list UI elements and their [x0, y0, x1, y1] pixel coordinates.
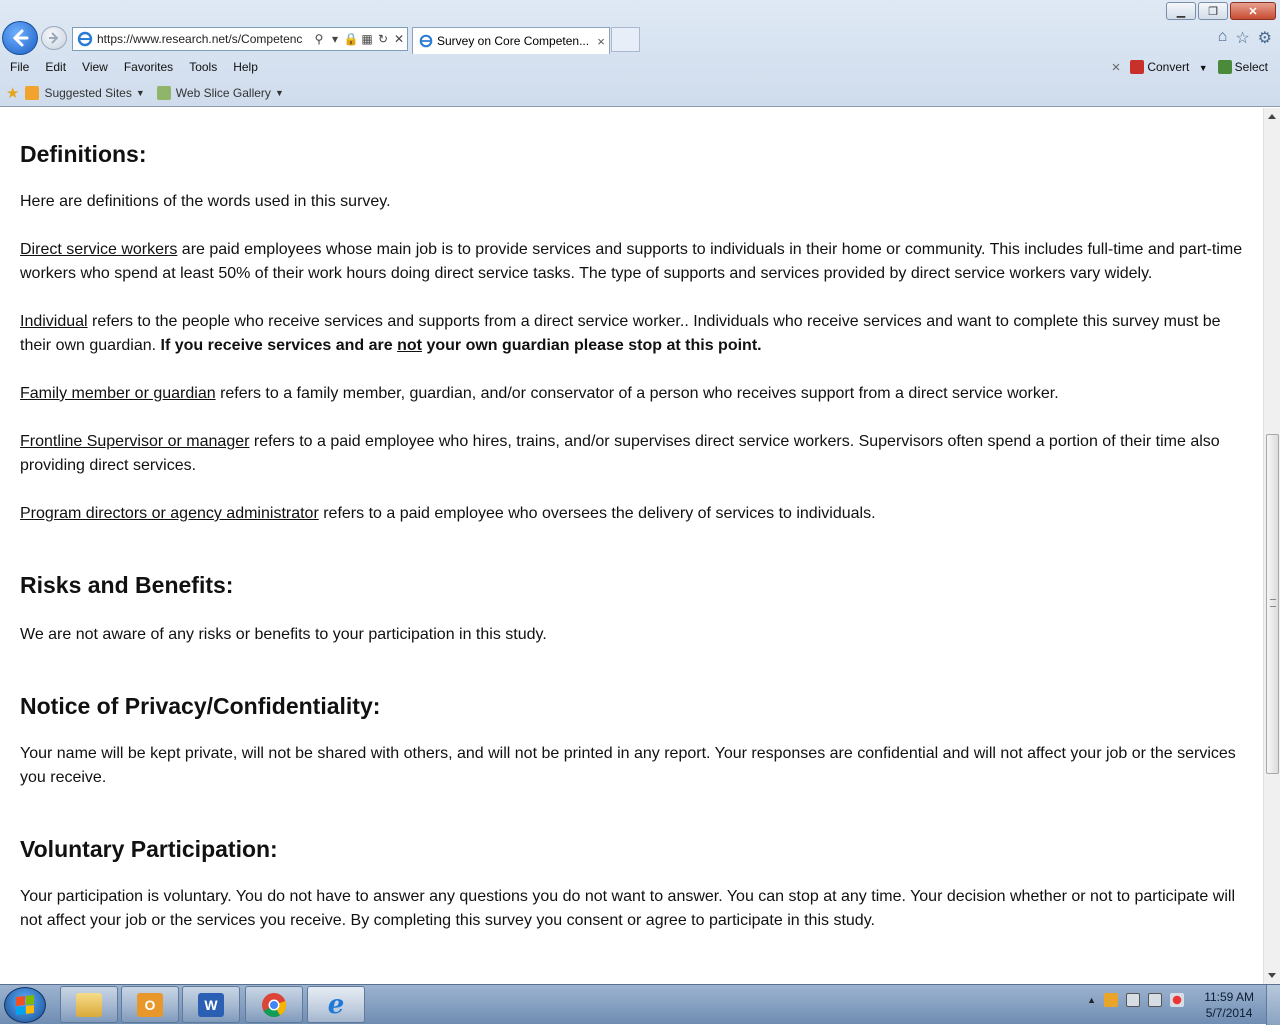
taskbar-ie[interactable] [307, 986, 365, 1023]
favorites-star-icon[interactable]: ☆ [1235, 30, 1250, 47]
start-button[interactable] [4, 987, 46, 1023]
voluntary-heading: Voluntary Participation: [20, 836, 278, 862]
dropdown-icon[interactable]: ▾ [331, 32, 339, 46]
scroll-thumb[interactable] [1266, 434, 1279, 774]
device-tray-icon[interactable] [1126, 993, 1140, 1007]
pdf-toolbar [1112, 56, 1268, 78]
ie-icon: e [327, 989, 345, 1020]
web-slice-gallery-link[interactable] [157, 86, 284, 100]
outlook-icon: O [137, 993, 163, 1017]
chevron-down-icon: ▼ [135, 88, 145, 98]
tab-survey[interactable] [412, 27, 610, 54]
scroll-up-icon[interactable] [1268, 114, 1276, 119]
chrome-icon [261, 992, 287, 1018]
warning-bold-a: If you receive services and are [160, 337, 398, 354]
def-program-directors [20, 502, 1243, 526]
window-controls [1166, 2, 1276, 20]
suggested-sites-link[interactable] [25, 86, 144, 100]
word-icon: W [198, 993, 224, 1017]
favorites-bar [0, 81, 1280, 105]
windows-logo-icon [16, 995, 34, 1015]
volume-muted-icon[interactable] [1170, 993, 1184, 1007]
chevron-down-icon[interactable]: ▼ [1198, 62, 1208, 73]
vertical-scrollbar[interactable] [1263, 108, 1280, 984]
minimize-button[interactable]: ▁ [1166, 2, 1196, 20]
menu-file[interactable]: File [10, 60, 30, 74]
toolbar-close-icon[interactable]: × [1111, 58, 1121, 76]
forward-button[interactable] [41, 26, 67, 50]
def-sup-text: refers to a paid employee who hires, trains, and/or supervises direct service workers. Supervisors often spend a portion of their time also providing direct services. [20, 433, 1220, 474]
outlook-tray-icon[interactable] [1104, 993, 1118, 1007]
suggested-sites-icon [25, 86, 39, 100]
definitions-intro: Here are definitions of the words used in this survey. [20, 193, 391, 210]
term-individual: Individual [20, 313, 88, 330]
close-window-button[interactable]: ✕ [1230, 2, 1276, 20]
ie-page-icon [77, 31, 93, 47]
voluntary-text: Your participation is voluntary. You do not have to answer any questions you do not want to answer. You can stop at any time. Your decision whether or not to participate will not affect your job or the services you receive. By completing this survey you consent or agree to participate in this study. [20, 888, 1235, 929]
address-bar[interactable] [72, 27, 408, 51]
address-url[interactable]: https://www.research.net/s/Competenc [97, 32, 303, 46]
risks-heading: Risks and Benefits: [20, 572, 234, 598]
taskbar [0, 984, 1280, 1024]
folder-icon [76, 993, 102, 1017]
browser-right-icons [1218, 28, 1272, 48]
lock-icon[interactable]: 🔒 [343, 32, 359, 46]
network-icon[interactable] [1148, 993, 1162, 1007]
select-icon [1218, 60, 1232, 74]
stop-icon[interactable]: ✕ [393, 32, 405, 46]
convert-button[interactable] [1130, 60, 1207, 75]
def-fam-text: refers to a family member, guardian, and/or conservator of a person who receives support from a direct service worker. [215, 385, 1059, 402]
def-ind-text: refers to the people who receive services and supports from a direct service worker.. Individuals who receive services and want to complete this survey must be their own guardian. [20, 313, 1221, 354]
scroll-down-icon[interactable] [1268, 973, 1276, 978]
browser-chrome [0, 0, 1280, 107]
menu-tools[interactable]: Tools [189, 60, 218, 74]
gear-icon[interactable]: ⚙ [1257, 30, 1272, 47]
home-icon[interactable]: ⌂ [1217, 28, 1228, 45]
arrow-left-icon [9, 27, 31, 49]
suggested-sites-label: Suggested Sites [44, 86, 132, 100]
arrow-right-icon [46, 30, 62, 46]
search-icon[interactable]: ⚲ [314, 32, 324, 46]
risks-text: We are not aware of any risks or benefits to your participation in this study. [20, 626, 547, 643]
system-clock[interactable] [1204, 989, 1254, 1021]
def-supervisor [20, 430, 1243, 478]
chevron-down-icon: ▼ [274, 88, 284, 98]
favorites-star-icon[interactable]: ★ [6, 85, 20, 102]
menu-edit[interactable]: Edit [45, 60, 67, 74]
privacy-heading: Notice of Privacy/Confidentiality: [20, 693, 381, 719]
warning-bold-b: your own guardian please stop at this point. [422, 337, 762, 354]
def-prog-text: refers to a paid employee who oversees the delivery of services to individuals. [318, 505, 876, 522]
convert-label: Convert [1147, 59, 1190, 74]
address-tab-row [0, 0, 1280, 56]
select-button[interactable] [1218, 60, 1268, 75]
warning-bold-not: not [397, 337, 422, 354]
taskbar-word[interactable] [182, 986, 240, 1023]
menu-favorites[interactable]: Favorites [123, 60, 174, 74]
show-desktop-button[interactable] [1266, 985, 1280, 1025]
tab-title: Survey on Core Competen... [437, 34, 590, 48]
refresh-icon[interactable]: ↻ [377, 32, 389, 46]
page-content [0, 108, 1263, 984]
term-family-member: Family member or guardian [20, 385, 216, 402]
privacy-text: Your name will be kept private, will not be shared with others, and will not be printed in any report. Your responses are confidential and will not affect your job or the services you receive. [20, 745, 1236, 786]
restore-button[interactable]: ❐ [1198, 2, 1228, 20]
pdf-icon [1130, 60, 1144, 74]
menu-help[interactable]: Help [233, 60, 258, 74]
show-hidden-icons-icon[interactable]: ▲ [1087, 995, 1096, 1005]
tab-close-icon[interactable]: × [597, 33, 605, 49]
clock-date: 5/7/2014 [1205, 1006, 1253, 1020]
web-slice-label: Web Slice Gallery [175, 86, 271, 100]
taskbar-chrome[interactable] [245, 986, 303, 1023]
def-family-member [20, 382, 1243, 406]
clock-time: 11:59 AM [1204, 990, 1254, 1004]
definitions-heading: Definitions: [20, 141, 147, 167]
select-label: Select [1234, 59, 1268, 74]
taskbar-outlook[interactable] [121, 986, 179, 1023]
def-dsw-text: are paid employees whose main job is to provide services and supports to individuals in their home or community. This includes full-time and part-time workers who spend at least 50% of their work hours doing direct service tasks. The type of supports and services provided by direct service workers vary widely. [20, 241, 1243, 282]
scroll-grip-icon [1270, 599, 1276, 607]
system-tray [1087, 993, 1184, 1007]
term-direct-service-workers: Direct service workers [20, 241, 178, 258]
compat-view-icon[interactable]: ▦ [361, 32, 373, 46]
def-direct-service-workers [20, 238, 1243, 286]
term-supervisor: Frontline Supervisor or manager [20, 433, 250, 450]
menu-bar [0, 56, 1280, 78]
menu-view[interactable]: View [82, 60, 108, 74]
new-tab-button[interactable] [611, 27, 640, 52]
def-individual [20, 310, 1243, 358]
ie-tab-icon [419, 34, 433, 48]
web-slice-icon [157, 86, 171, 100]
back-button[interactable] [2, 21, 38, 55]
term-program-directors: Program directors or agency administrator [20, 505, 319, 522]
taskbar-explorer[interactable] [60, 986, 118, 1023]
